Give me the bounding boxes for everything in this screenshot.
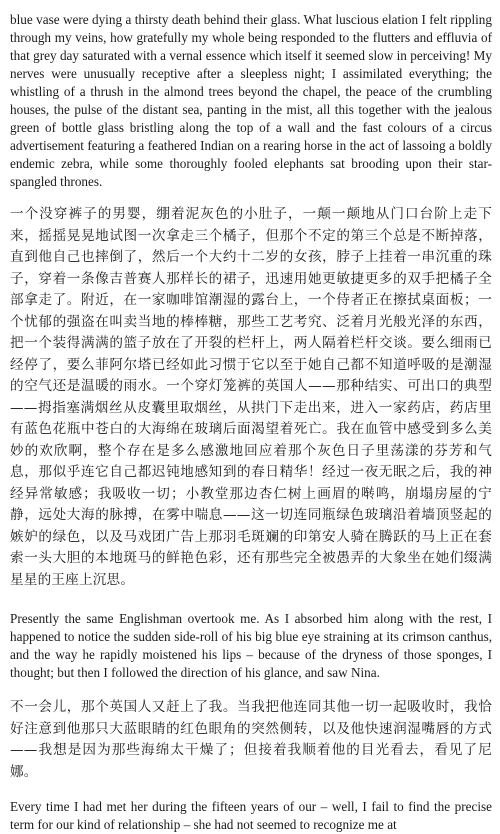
paragraph-english-2: Presently the same Englishman overtook me. As I absorbed him along with the rest, I happened to notice the sudden side-roll of his big blue eye straining at its crimson canthus, and the way he rapidly moistened his lips – because of the dryness of those sponges, I thought; but then I followed the direction of his glance, and saw Nina. [10, 611, 492, 680]
paragraph-chinese-1: 一个没穿裤子的男婴，绷着泥灰色的小肚子，一颠一颠地从门口台阶上走下来，摇摇晃晃地试图一次拿走三个橘子，但那个不定的第三个总是不断掉落，直到他自己也摔倒了，然后一个大约十二岁的女孩，脖子上挂着一串沉重的珠子，穿着一条像吉普赛人那样长的裙子，迅速用她更敏捷更多的双手把橘子全部拿走了。附近，在一家咖啡馆潮湿的露台上，一个侍者正在擦拭桌面板；一个忧郁的强盗在叫卖当地的棒棒糖，那些工艺考究、泛着月光般光泽的东西，把一个装得满满的篮子放在了开裂的栏杆上，两人隔着栏杆交谈。要么细雨已经停了，要么菲阿尔塔已经如此习惯于它以至于她自己都不知道呼吸的是潮湿的空气还是温暖的雨水。一个穿灯笼裤的英国人——那种结实、可出口的典型——拇指塞满烟丝从皮囊里取烟丝，从拱门下走出来，进入一家药店，药店里有蓝色花瓶中苍白的大海绵在玻璃后面渴望着死亡。我在血管中感受到多么美妙的欢欣啊，整个存在是多么感激地回应着那个灰色日子里荡漾的芬芳和气息，那似乎连它自己都迟钝地感知到的春日精华！经过一夜无眠之后，我的神经异常敏感；我吸收一切；小教堂那边杏仁树上画眉的啭鸣，崩塌房屋的宁静，远处大海的脉搏，在雾中喘息——这一切连同瓶绿色玻璃沿着墙顶竖起的嫉妒的绿色，以及马戏团广告上那羽毛斑斓的印第安人骑在腾跃的马上正在套索一头大胆的本地斑马的鲜艳色彩，还有那些完全被愚弄的大象坐在她们缀满星星的王座上沉思。 [10, 206, 492, 588]
paragraph-chinese-2: 不一会儿，那个英国人又赶上了我。当我把他连同其他一切一起吸收时，我恰好注意到他那只大蓝眼睛的红色眼角的突然侧转，以及他快速润湿嘴唇的方式——我想是因为那些海绵太干燥了；但接着我顺着他的目光看去，看见了尼娜。 [10, 699, 492, 780]
paragraph-english-1: blue vase were dying a thirsty death behind their glass. What luscious elation I felt rippling through my veins, how gratefully my whole being responded to the flutters and effluvia of that grey day saturated with a vernal essence which itself it seemed slow in perceiving! My nerves were unusually receptive after a sleepless night; I assimilated everything; the whistling of a thrush in the almond trees beyond the chapel, the peace of the crumbling houses, the pulse of the distant sea, panting in the mist, all this together with the jealous green of bottle glass bristling along the top of a wall and the fast colours of a circus advertisement featuring a feathered Indian on a rearing horse in the act of lassoing a boldly endemic zebra, while some thoroughly fooled elephants sat brooding upon their star-spangled thrones. [10, 12, 492, 189]
paragraph-english-3: Every time I had met her during the fifteen years of our – well, I fail to find the precise term for our kind of relationship – she had not seemed to recognize me at [10, 799, 492, 832]
document-page [10, 0, 492, 834]
